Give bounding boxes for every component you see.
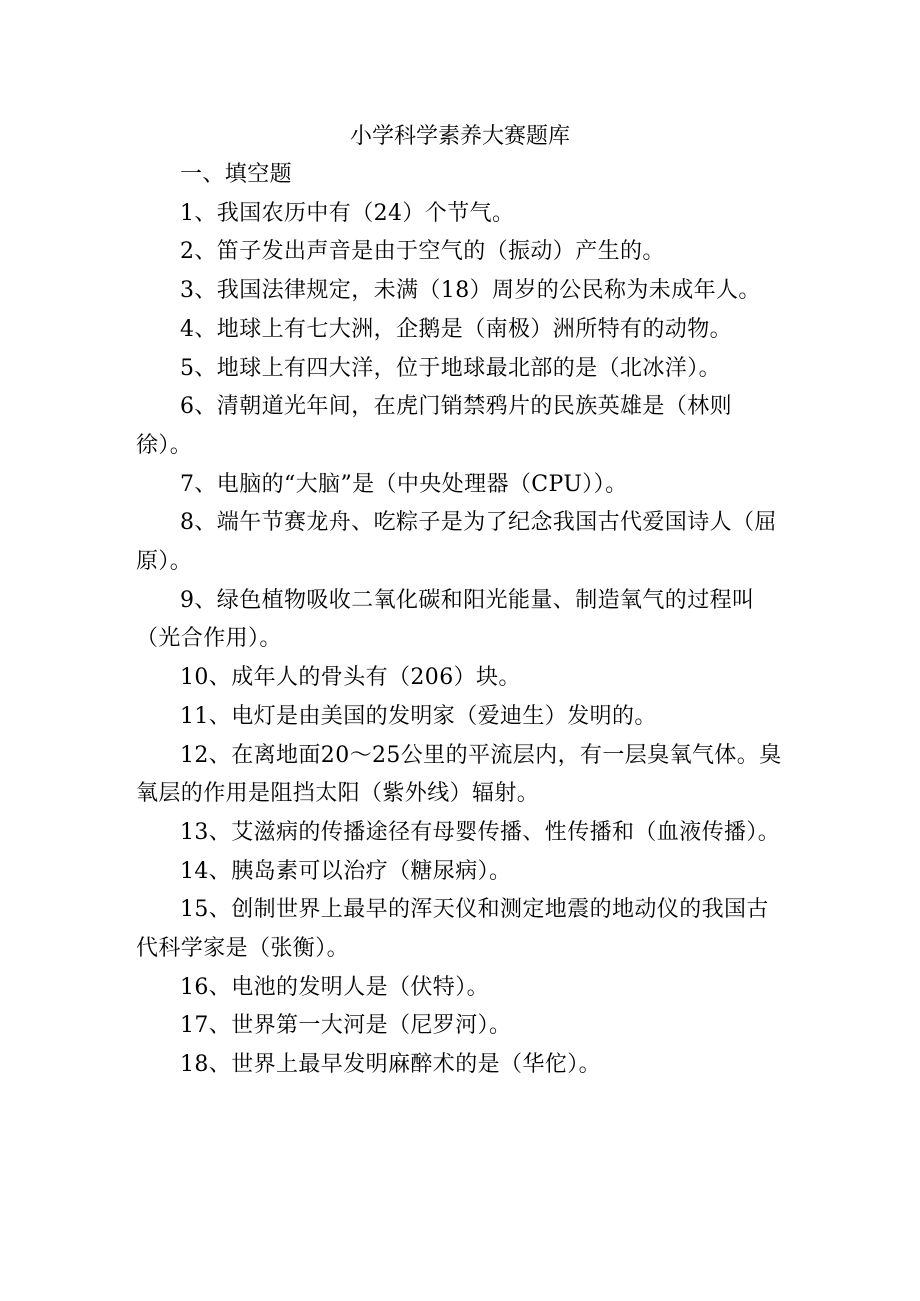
question-item: 15、创制世界上最早的浑天仪和测定地震的地动仪的我国古代科学家是（张衡）。	[136, 897, 769, 962]
question-item: 12、在离地面20～25公里的平流层内，有一层臭氧气体。臭氧层的作用是阻挡太阳（紫外线）辐射。	[136, 742, 782, 807]
question-item: 16、电池的发明人是（伏特）。	[180, 974, 489, 1000]
question-item: 18、世界上最早发明麻醉术的是（华佗）。	[180, 1052, 601, 1078]
question-item: 8、端午节赛龙舟、吃粽子是为了纪念我国古代爱国诗人（屈原）。	[136, 510, 777, 575]
question-item: 5、地球上有四大洋，位于地球最北部的是（北冰洋）。	[180, 355, 721, 381]
document-title: 小学科学素养大赛题库	[349, 124, 570, 149]
question-item: 9、绿色植物吸收二氧化碳和阳光能量、制造氧气的过程叫（光合作用）。	[136, 587, 755, 652]
question-item: 2、笛子发出声音是由于空气的（振动）产生的。	[180, 239, 665, 265]
question-item: 11、电灯是由美国的发明家（爱迪生）发明的。	[180, 703, 657, 729]
question-item: 14、胰岛素可以治疗（糖尿病）。	[180, 858, 512, 884]
question-item: 4、地球上有七大洲，企鹅是（南极）洲所特有的动物。	[180, 316, 732, 342]
document-body	[136, 156, 784, 1085]
question-item: 7、电脑的“大脑”是（中央处理器（CPU））。	[180, 471, 628, 497]
question-item: 6、清朝道光年间，在虎门销禁鸦片的民族英雄是（林则徐）。	[136, 394, 732, 458]
question-item: 3、我国法律规定，未满（18）周岁的公民称为未成年人。	[180, 278, 761, 304]
question-item: 13、艾滋病的传播途径有母婴传播、性传播和（血液传播）。	[180, 819, 781, 845]
section-heading: 一、填空题	[180, 162, 293, 187]
question-item: 17、世界第一大河是（尼罗河）。	[180, 1013, 512, 1039]
question-item: 1、我国农历中有（24）个节气。	[180, 200, 515, 226]
question-item: 10、成年人的骨头有（206）块。	[180, 665, 521, 691]
